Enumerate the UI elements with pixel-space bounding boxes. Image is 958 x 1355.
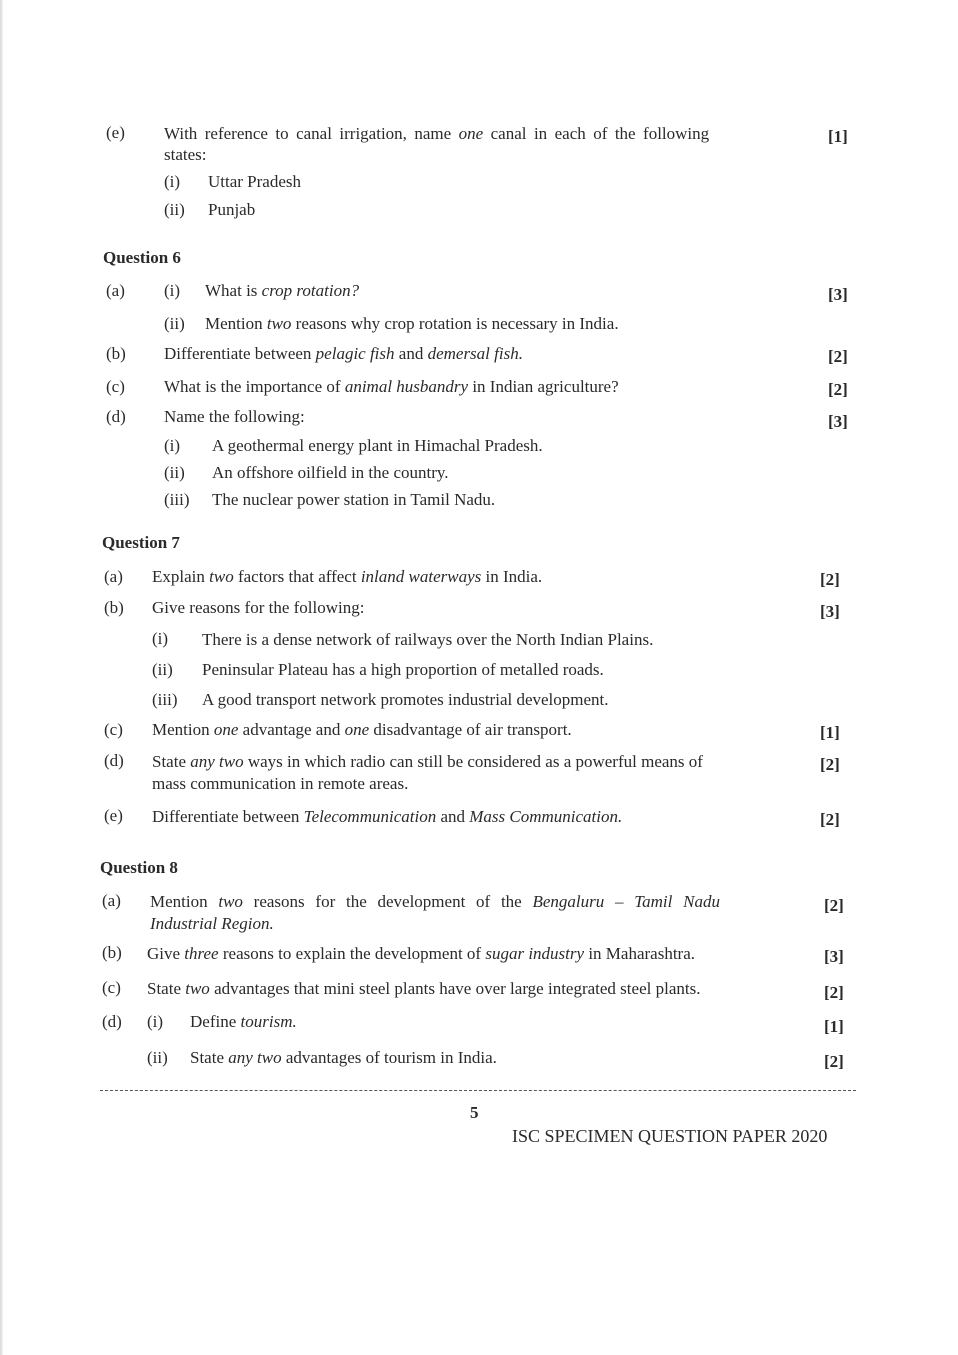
marks: [3]: [824, 947, 844, 966]
marks: [2]: [824, 896, 844, 915]
item-text: What is the importance of animal husbandry in Indian agriculture?: [164, 377, 619, 396]
item-text: With reference to canal irrigation, name one canal in each of the following: [164, 124, 710, 143]
item-text-line2: mass communication in remote areas.: [152, 774, 409, 793]
sub-text: A geothermal energy plant in Himachal Pradesh.: [212, 436, 543, 455]
item-text: State any two ways in which radio can still be considered as a powerful means of: [152, 752, 703, 771]
sub-label: (iii): [164, 490, 190, 509]
item-text: Give reasons for the following:: [152, 598, 365, 617]
marks: [2]: [820, 570, 840, 589]
item-text: Give three reasons to explain the development of sugar industry in Maharashtra.: [147, 944, 695, 963]
sub-label: (ii): [152, 660, 173, 679]
item-text: Mention one advantage and one disadvantage of air transport.: [152, 720, 572, 739]
item-text-line2: Industrial Region.: [150, 914, 274, 933]
sub-text: Uttar Pradesh: [208, 172, 302, 191]
sub-label: (i): [152, 629, 169, 648]
item-label: (d): [106, 407, 126, 426]
item-label: (c): [104, 720, 123, 739]
marks: [2]: [828, 347, 848, 366]
sub-text: Punjab: [208, 200, 256, 219]
item-label: (b): [104, 598, 124, 617]
sub-label: (ii): [147, 1048, 168, 1067]
item-text: Differentiate between Telecommunication and Mass Communication.: [152, 807, 623, 826]
item-label: (b): [102, 943, 122, 962]
sub-text: There is a dense network of railways over the North Indian Plains.: [202, 630, 654, 649]
item-text: Explain two factors that affect inland waterways in India.: [152, 567, 543, 586]
paper-title: ISC SPECIMEN QUESTION PAPER 2020: [512, 1126, 828, 1146]
item-label: (c): [102, 978, 121, 997]
item-label: (a): [102, 891, 121, 910]
scan-edge-shadow: [0, 0, 3, 1355]
sub-label: (ii): [164, 200, 185, 219]
marks: [2]: [824, 1052, 844, 1071]
sub-text: What is crop rotation?: [205, 281, 360, 300]
item-label: (b): [106, 344, 126, 363]
sub-label: (ii): [164, 314, 185, 333]
marks: [3]: [828, 285, 848, 304]
marks: [1]: [828, 127, 848, 146]
sub-label: (i): [164, 281, 181, 300]
item-label: (a): [106, 281, 125, 300]
sub-text: Define tourism.: [190, 1012, 297, 1031]
item-label: (c): [106, 377, 125, 396]
marks: [3]: [828, 412, 848, 431]
item-label: (e): [104, 806, 123, 825]
question-heading: Question 6: [103, 248, 181, 267]
item-label: (d): [104, 751, 124, 770]
marks: [2]: [820, 810, 840, 829]
sub-label: (iii): [152, 690, 178, 709]
item-text: Mention two reasons for the development of the Bengaluru – Tamil Nadu: [150, 892, 720, 911]
item-text: Differentiate between pelagic fish and demersal fish.: [164, 344, 523, 363]
sub-label: (i): [164, 172, 181, 191]
sub-label: (i): [147, 1012, 164, 1031]
marks: [1]: [824, 1017, 844, 1036]
sub-text: Peninsular Plateau has a high proportion of metalled roads.: [202, 660, 604, 679]
item-label: (a): [104, 567, 123, 586]
marks: [2]: [820, 755, 840, 774]
item-text-line2: states:: [164, 145, 207, 164]
item-label: (d): [102, 1012, 122, 1031]
sub-text: A good transport network promotes industrial development.: [202, 690, 609, 709]
sub-text: An offshore oilfield in the country.: [212, 463, 449, 482]
dashed-divider: [100, 1090, 856, 1091]
sub-label: (i): [164, 436, 181, 455]
marks: [1]: [820, 723, 840, 742]
marks: [2]: [828, 380, 848, 399]
item-text: Name the following:: [164, 407, 305, 426]
sub-text: Mention two reasons why crop rotation is necessary in India.: [205, 314, 619, 333]
item-text: State two advantages that mini steel plants have over large integrated steel plants.: [147, 979, 701, 998]
item-label: (e): [106, 123, 125, 142]
sub-text: The nuclear power station in Tamil Nadu.: [212, 490, 496, 509]
question-heading: Question 7: [102, 533, 180, 552]
marks: [3]: [820, 602, 840, 621]
marks: [2]: [824, 983, 844, 1002]
page-number: 5: [470, 1103, 479, 1122]
question-heading: Question 8: [100, 858, 178, 877]
sub-text: State any two advantages of tourism in India.: [190, 1048, 497, 1067]
sub-label: (ii): [164, 463, 185, 482]
